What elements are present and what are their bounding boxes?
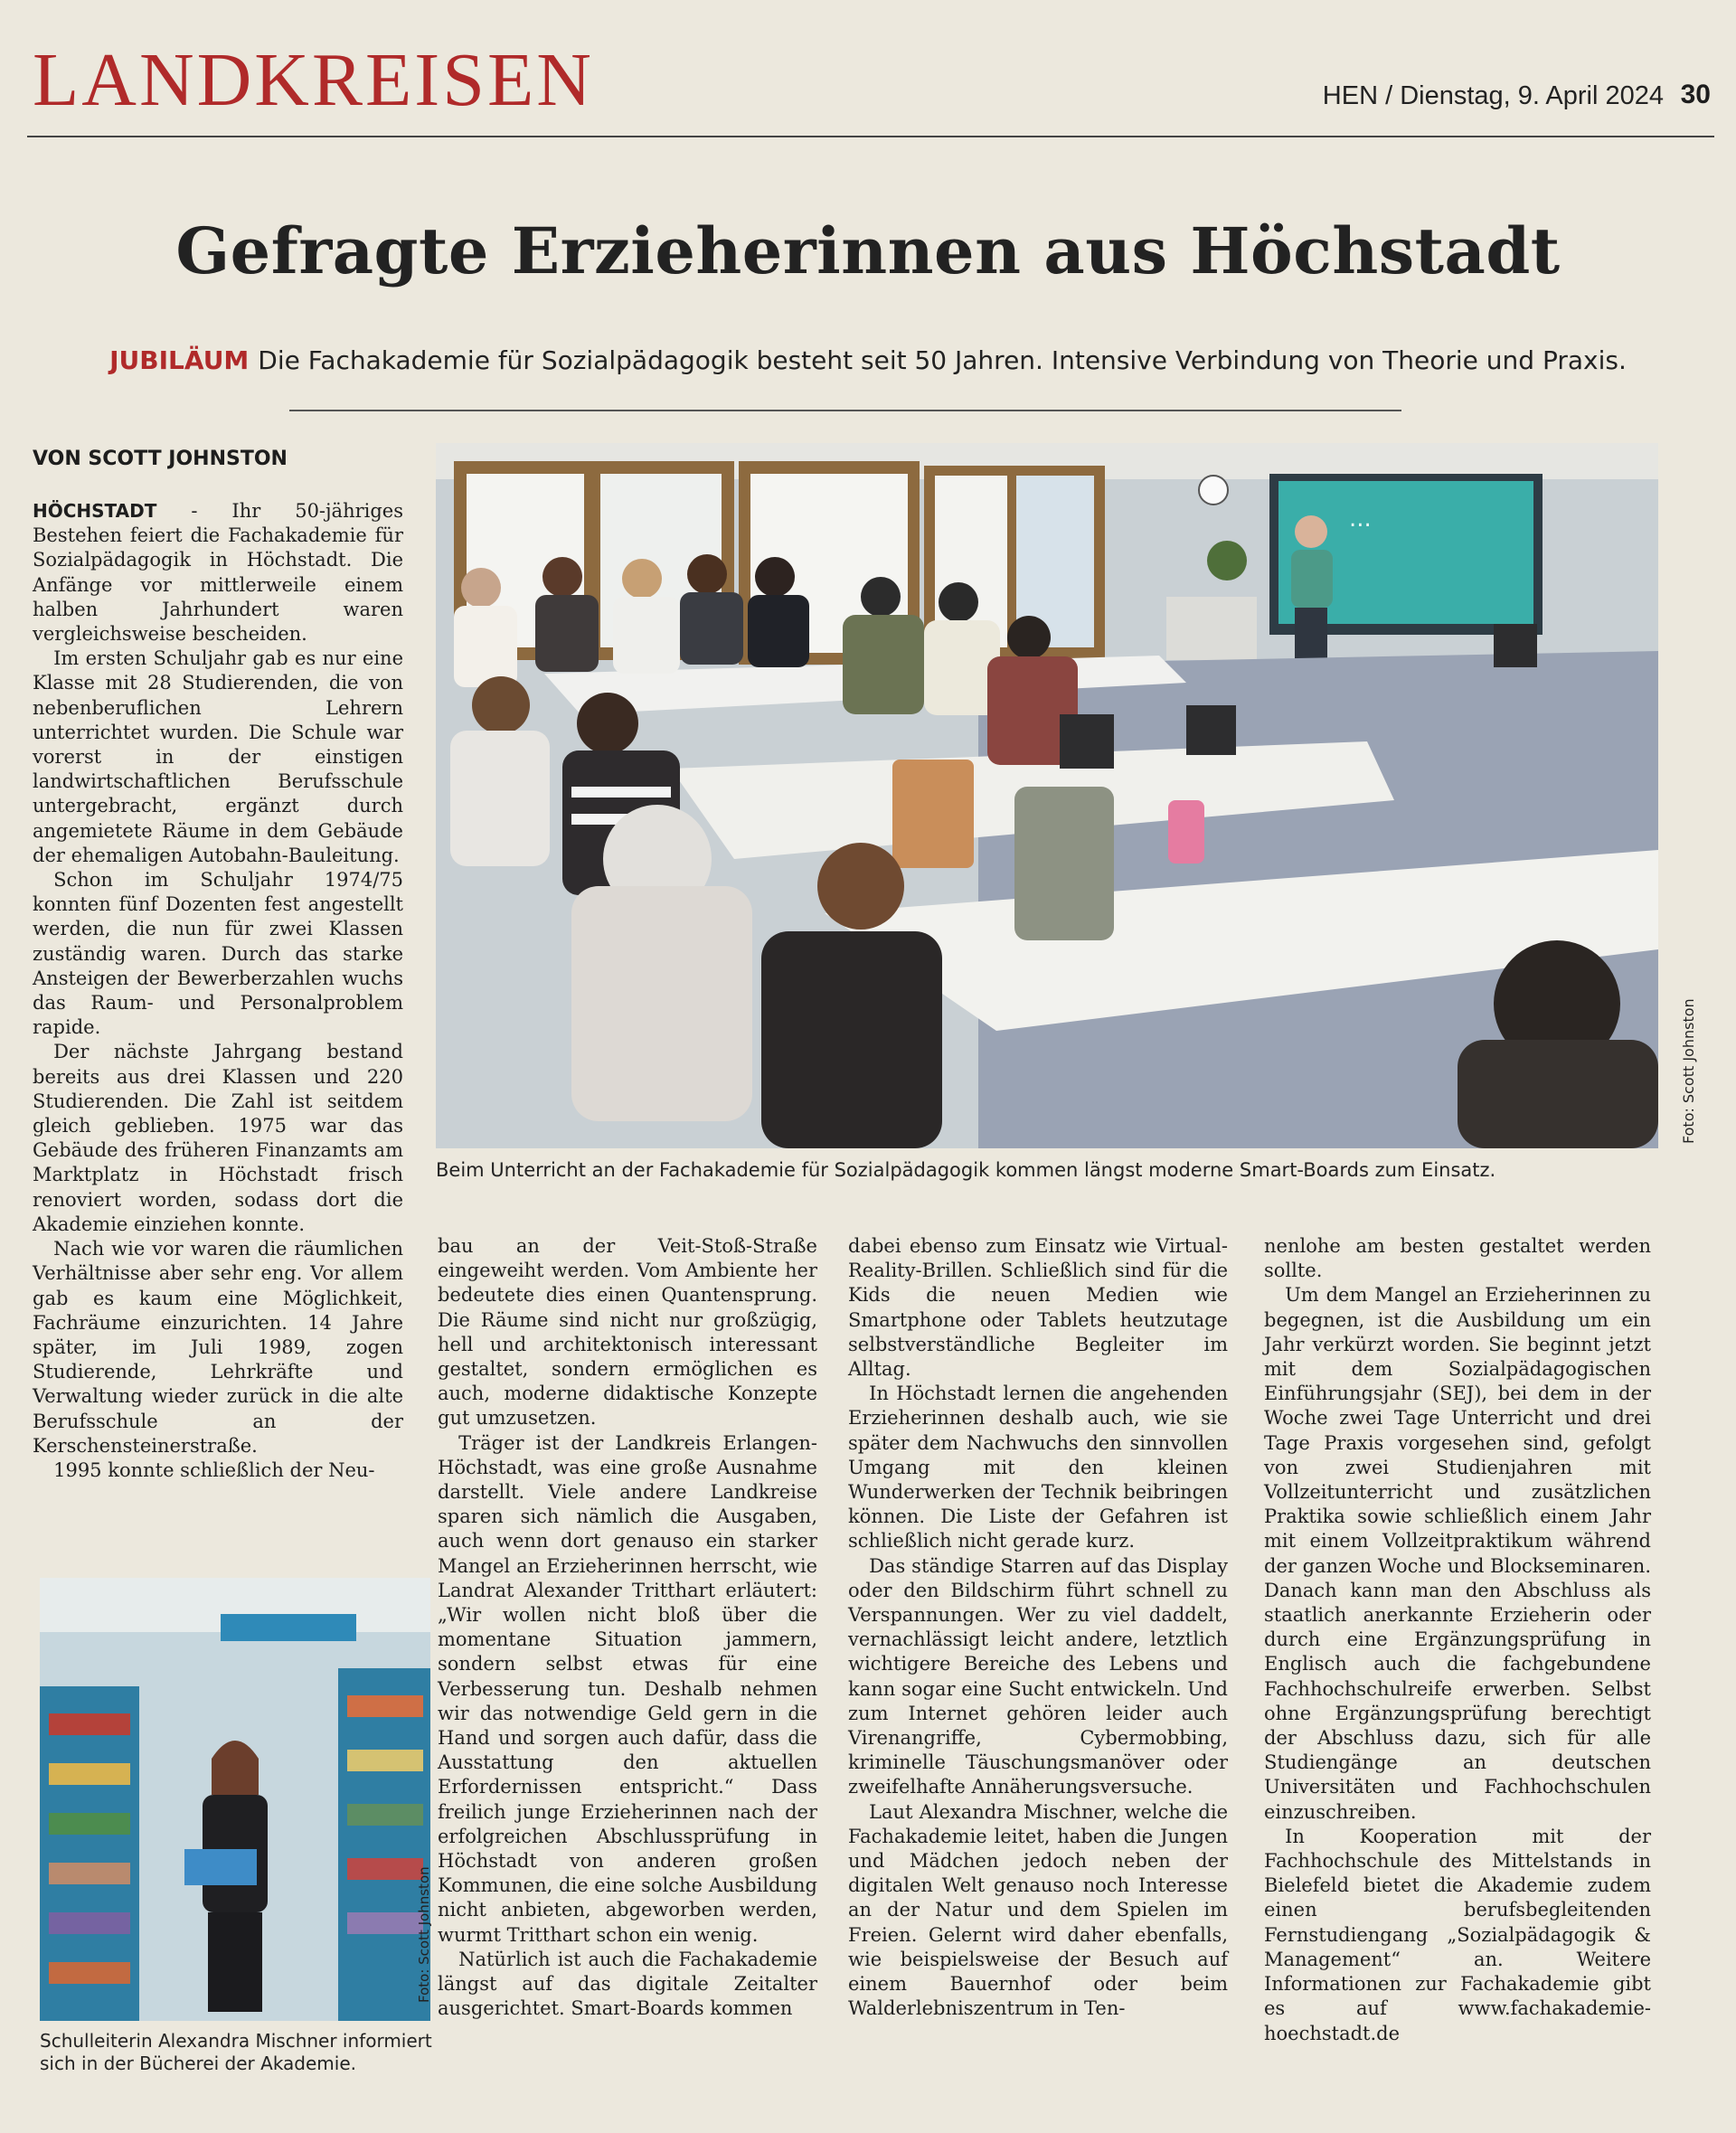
- article-column-1: [33, 499, 403, 1483]
- paragraph: Nach wie vor waren die räumlichen Verhältnisse aber sehr eng. Vor allem gab es kaum eine Möglichkeit, Fachräume einzurichten. 14 Jahre später, im Juli 1989, zogen Studierende, Lehrkräfte und Verwaltung wieder zurück in die alte Berufsschule an der Kerschensteinerstraße.: [33, 1238, 403, 1457]
- paragraph: Der nächste Jahrgang bestand bereits aus drei Klassen und 220 Studierenden. Die Zahl ist seitdem gleich geblieben. 1975 war das Gebäude des früheren Finanzamts am Marktplatz in Höchstadt frisch renoviert worden, sodass dort die Akademie einziehen konnte.: [33, 1041, 403, 1235]
- classroom-photo: [436, 443, 1658, 1148]
- paragraph: Schon im Schuljahr 1974/75 konnten fünf Dozenten fest angestellt werden, die nun für zwei Klassen zuständig waren. Durch das starke Ansteigen der Bewerberzahlen wuchs das Raum- und Personalproblem rapide.: [33, 869, 403, 1039]
- paragraph: bau an der Veit-Stoß-Straße eingeweiht werden. Vom Ambiente her bedeutete dies einen Quantensprung. Die Räume sind nicht nur großzügig, hell und architektonisch interessant gestaltet, sondern ermöglichen es auch, moderne didaktische Konzepte gut umzusetzen.: [438, 1235, 817, 1430]
- paragraph: nenlohe am besten gestaltet werden sollte.: [1264, 1235, 1651, 1282]
- paragraph: HÖCHSTADT - Ihr 50-jähriges Bestehen feiert die Fachakademie für Sozialpädagogik in Höchstadt. Die Anfänge vor mittlerweile einem halben Jahrhundert waren vergleichsweise bescheiden.: [33, 500, 403, 646]
- paragraph: In Kooperation mit der Fachhochschule des Mittelstands in Bielefeld bietet die Akademie zudem einen berufsbegleitenden Fernstudiengang „Sozialpädagogik & Management“ an. Weitere Informationen zur Fachakademie gibt es auf www.fachakademie-hoechstadt.de: [1264, 1825, 1651, 2044]
- classroom-illustration: [436, 443, 1658, 1148]
- photo-credit-main: Foto: Scott Johnston: [1680, 998, 1697, 1144]
- photo-caption-main: Beim Unterricht an der Fachakademie für Sozialpädagogik kommen längst moderne Smart-Boards zum Einsatz.: [436, 1159, 1496, 1181]
- library-photo: [40, 1578, 430, 2021]
- article-column-2: [438, 1234, 817, 2022]
- photo-caption-small: Schulleiterin Alexandra Mischner informiert sich in der Bücherei der Akademie.: [40, 2030, 432, 2074]
- paragraph: 1995 konnte schließlich der Neu-: [53, 1458, 375, 1481]
- subhead-text: Die Fachakademie für Sozialpädagogik besteht seit 50 Jahren. Intensive Verbindung von Theorie und Praxis.: [258, 345, 1627, 375]
- paragraph: Träger ist der Landkreis Erlangen-Höchstadt, was eine große Ausnahme darstellt. Viele andere Landkreise sparen sich nämlich die Ausgaben, auch wenn dort genauso ein starker Mangel an Erzieherinnen herrscht, wie Landrat Alexander Tritthart erläutert: „Wir wollen nicht bloß über die momentane Situation jammern, sondern selbst etwas für eine Verbesserung tun. Deshalb nehmen wir das notwendige Geld gern in die Hand und sorgen auch dafür, dass die Ausstattung den aktuellen Erfordernissen entspricht.“ Dass freilich junge Erzieherinnen nach der erfolgreichen Abschlussprüfung in Höchstadt von anderen großen Kommunen, die eine solche Ausbildung nicht anbieten, abgeworben werden, wurmt Tritthart schon ein wenig.: [438, 1431, 817, 1946]
- section-title: LANDKREISEN: [33, 38, 594, 122]
- paragraph: Im ersten Schuljahr gab es nur eine Klasse mit 28 Studierenden, die von nebenberuflichen Lehrern unterrichtet wurden. Die Schule war vorerst in der einstigen landwirtschaftlichen Berufsschule untergebracht, ergänzt durch angemietete Räume in dem Gebäude der ehemaligen Autobahn-Bauleitung.: [33, 647, 403, 866]
- paragraph: Um dem Mangel an Erzieherinnen zu begegnen, ist die Ausbildung um ein Jahr verkürzt worden. Sie beginnt jetzt mit dem Sozialpädagogischen Einführungsjahr (SEJ), bei dem in der Woche zwei Tage Unterricht und drei Tage Praxis vorgesehen sind, gefolgt von zwei Studienjahren mit Vollzeitunterricht und zusätzlichen Praktika sowie schließlich einem Jahr mit einem Vollzeitpraktikum während der ganzen Woche und Blockseminaren. Danach kann man den Abschluss als staatlich anerkannte Erzieherin oder durch eine Ergänzungsprüfung in Englisch auch die fachgebundene Fachhochschulreife erwerben. Selbst ohne Ergänzungsprüfung berechtigt der Abschluss dazu, sich für alle Studiengänge an deutschen Universitäten und Fachhochschulen einzuschreiben.: [1264, 1284, 1651, 1823]
- paragraph: Das ständige Starren auf das Display oder den Bildschirm führt schnell zu Verspannungen. Wer zu viel daddelt, vernachlässigt leicht andere, letztlich wichtigere Bereiche des Lebens und kann sogar eine Sucht entwickeln. Und zum Internet gehören leider auch Virenangriffe, Cybermobbing, kriminelle Täuschungsmanöver oder zweifelhafte Annäherungsversuche.: [848, 1554, 1228, 1798]
- kicker: JUBILÄUM: [109, 345, 250, 375]
- paragraph: Laut Alexandra Mischner, welche die Fachakademie leitet, haben die Jungen und Mädchen jedoch neben der digitalen Welt genauso noch Interesse an der Natur und dem Spielen im Freien. Gelernt wird daher ebenfalls, wie beispielsweise der Besuch auf einem Bauernhof oder beim Walderlebniszentrum in Ten-: [848, 1800, 1228, 2020]
- page-number: 30: [1680, 80, 1711, 109]
- paragraph: Natürlich ist auch die Fachakademie längst auf das digitale Zeitalter ausgerichtet. Smart-Boards kommen: [438, 1948, 817, 2020]
- photo-credit-small: Foto: Scott Johnston: [416, 1866, 432, 2003]
- article-column-4: [1264, 1234, 1651, 2046]
- dateline: HÖCHSTADT: [33, 500, 157, 522]
- library-illustration: [40, 1578, 430, 2021]
- article-column-3: [848, 1234, 1228, 2022]
- masthead-rule: [27, 136, 1714, 137]
- headline: Gefragte Erzieherinnen aus Höchstadt: [175, 213, 1561, 288]
- subhead: [0, 345, 1736, 375]
- issue-date: HEN / Dienstag, 9. April 2024: [1322, 81, 1664, 110]
- paragraph: dabei ebenso zum Einsatz wie Virtual-Reality-Brillen. Schließlich sind für die Kids die neuen Medien wie Smartphone oder Tablets heutzutage selbstverständliche Begleiter im Alltag.: [848, 1235, 1228, 1381]
- subhead-rule: [289, 410, 1401, 411]
- paragraph: In Höchstadt lernen die angehenden Erzieherinnen deshalb auch, wie sie später dem Nachwuchs den sinnvollen Umgang mit den kleinen Wunderwerken der Technik beibringen können. Die Liste der Gefahren ist schließlich nicht gerade kurz.: [848, 1383, 1228, 1553]
- byline: VON SCOTT JOHNSTON: [33, 448, 288, 470]
- board-text: ...: [1349, 505, 1372, 533]
